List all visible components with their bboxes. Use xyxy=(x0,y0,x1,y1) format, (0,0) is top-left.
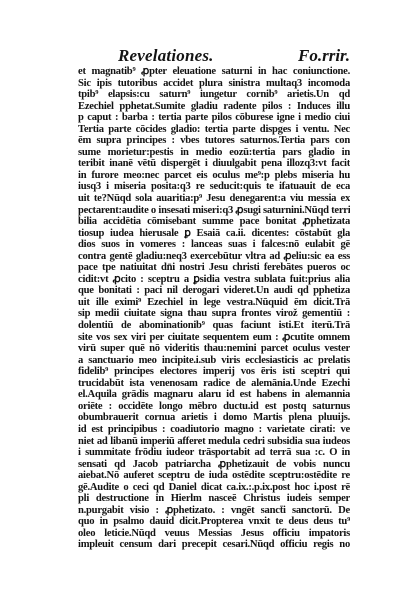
text-line: tpib⁹ elapsis:cu saturn⁹ iungetur cornib⁹ arietis.Un qd xyxy=(78,89,350,101)
text-line: ēm supra principes : vbes tutores saturnos.Tertia pars con xyxy=(78,135,350,147)
text-line: aiebat.Nō auferet sceptru de iuda ostēdite sceptru:ostēdite re xyxy=(78,470,350,482)
text-line: oriēte : occidēte longo mēbro ductu.id est postq saturnus xyxy=(78,400,350,412)
text-line: contra gentē gladiu:neq3 exercebūtur vltra ad ꝓeliu:sic ea ess xyxy=(78,250,350,262)
text-line: sensati qd Jacob patriarcha ꝓphetizauit de vobis nuncu xyxy=(78,458,350,470)
text-line: fidelib⁹ principes electores imperij vos ēris isti sceptri qui xyxy=(78,366,350,378)
text-line: pli destructione in Hierlm nasceē Christus iudeis semper xyxy=(78,493,350,505)
text-line: el.Aquila grādis magnaru alaru id est habens in alemannia xyxy=(78,389,350,401)
text-line: uit ille eximi⁹ Ezechiel in lege vestra.Nūquid ēm dicit.Trā xyxy=(78,296,350,308)
text-line: niet ad libanū imperiū afferet medula cedri subsidia sua iudeos xyxy=(78,435,350,447)
text-line: dolentiū de abominationib⁹ quas faciunt isti.Et iterū.Trā xyxy=(78,320,350,332)
text-line: impleuit censum dari precepit cesari.Nūqd officiu regis no xyxy=(78,539,350,551)
text-line: in furore meo:nec parcet eis oculus me⁹:p plebs miseria hu xyxy=(78,169,350,181)
text-line: oleo leticie.Nūqd veuus Messias Jesus officiu impatoris xyxy=(78,527,350,539)
text-line: pectarent:audite o insesati miseri:q3 ꝓsugi saturnini.Nūqd terri xyxy=(78,204,350,216)
text-line: sip medii ciuitate signa thau supra frontes virož gementiū : xyxy=(78,308,350,320)
text-line: dios suos in vomeres : lanceas suas i falces:nō eulabit gē xyxy=(78,239,350,251)
running-title: Revelationes. xyxy=(118,46,214,65)
text-line: quo in psalmo dauid dicit.Propterea vnxit te deus deus tu⁹ xyxy=(78,516,350,528)
text-line: virū super quē nō videritis thau:nemini parcet oculus vester xyxy=(78,343,350,355)
text-line: uit te?Nūqd sola auaritia:p⁹ Jesu denegarent:a viu messia ex xyxy=(78,193,350,205)
text-line: et magnatib⁹ ꝓpter eleuatione saturni in hac coniunctione. xyxy=(78,66,350,77)
text-line: obumbrauerit cornua arietis i domo Martis plena pluuijs. xyxy=(78,412,350,424)
text-line: que bonitati : paci nil derogari videret.Un audi qd pphetiza xyxy=(78,285,350,297)
text-line: sume morietur:pestis in medio eozū:tertia pars gladio in xyxy=(78,146,350,158)
text-line: pace tpe natiuitat dn̄i nostri Jesu christi ferebātes pueros oc xyxy=(78,262,350,274)
text-line: a sanctuario meo incipite.i.sub viris ecclesiasticis ac prelatis xyxy=(78,354,350,366)
running-head xyxy=(118,46,350,66)
text-line: iusq3 i miseria posita:q3 re seducit:quis te ifatuauit de eca xyxy=(78,181,350,193)
text-line: Sic ipis tutoribus accidet plura sinistra multaq3 incomoda xyxy=(78,77,350,89)
text-line: Ezechiel pphetat.Sumite gladiu radente pilos : Induces illu xyxy=(78,100,350,112)
text-line: n.purgabit visio : ꝓphetizato. : vngēt sanct̄i sanctorū. De xyxy=(78,504,350,516)
text-line: site vos sex viri per ciuitate sequentem eum : ꝓcutite omnem xyxy=(78,331,350,343)
text-column xyxy=(78,66,350,551)
folio-number: Fo.rrir. xyxy=(298,46,350,65)
text-line: id est principibus : coadiutorio magno : varietate cirati: ve xyxy=(78,423,350,435)
text-line: i summitate frōdiu iudeor trāsportabit ad terrā sua :c. O in xyxy=(78,447,350,459)
text-line: tiosup iudea hierusale ꝑ Esaiā ca.ii. dicentes: cōstabūt gla xyxy=(78,227,350,239)
text-line: teribit inanē vētū dispergēt i diuulgabit pena illozq3:vt facit xyxy=(78,158,350,170)
text-line: p caput : barba : tertia parte pilos cōburese igne i medio ciui xyxy=(78,112,350,124)
text-line: Tertia parte cōcides gladio: tertia parte dispges i ventu. Nec xyxy=(78,123,350,135)
text-line: bilia accidētia cōmisebant summe pace bonitat ꝓphetizata xyxy=(78,216,350,228)
text-line: trucidabūt ista venenosam radice de alemānia.Unde Ezechi xyxy=(78,377,350,389)
text-line: gē.Audite o ceci qd Daniel dicat ca.ix.:.p.ix.post hoc i.post rē xyxy=(78,481,350,493)
text-line: cidit:vt ꝓcito : sceptru a ꝑsidia vestra sublata fuit:prius alia xyxy=(78,273,350,285)
